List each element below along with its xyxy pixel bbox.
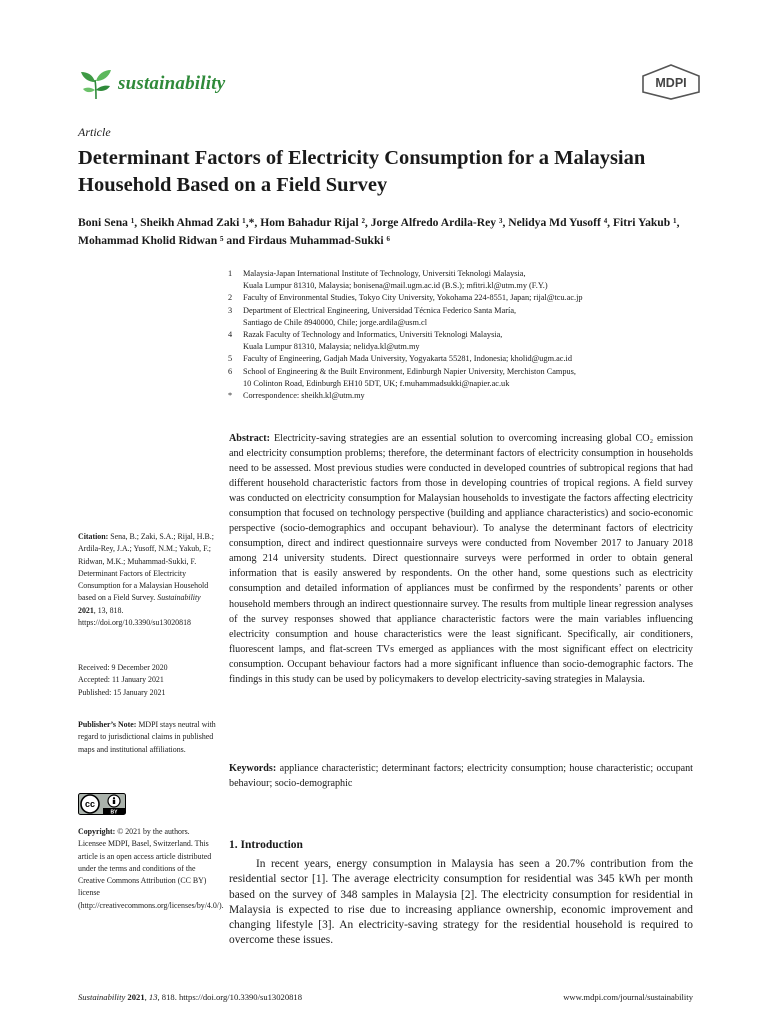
footer-citation: Sustainability 2021, 13, 818. https://doi.org/10.3390/su13020818 [78,992,303,1002]
footer-journal: Sustainability [78,992,126,1002]
article-title: Determinant Factors of Electricity Consumption for a Malaysian Household Based on a Field Survey [78,147,646,196]
citation-year: 2021 [78,605,94,615]
affiliation-mark: * [228,391,233,401]
footer-volume: 13 [148,992,158,1002]
affiliation-item [228,268,698,292]
section-heading: 1. Introduction [229,839,303,851]
citation-block [78,531,218,629]
publisher-note-text: MDPI stays neutral with regard to jurisdictional claims in published maps and institutional affiliations. [78,720,216,754]
copyright-block [78,826,224,912]
published-date: Published: 15 January 2021 [78,687,166,697]
keywords-text: appliance characteristic; determinant factors; electricity consumption; house characteristic; occupant behaviour; socio-demographic [229,763,693,790]
dates-block [78,662,218,699]
introduction-paragraph: In recent years, energy consumption in Malaysia has seen a 20.7% contribution from the residential sector [1]. The average electricity consumption for residential was 345 kWh per month based on the survey of 348 samples in Malaysia [2]. The electricity consumption for residential in Malaysia is expected to rise due to increasing appliance ownership, economic improvement and changing lifestyle [3]. An electricity-saving strategy for the residential household is required to overcome these issues. [229,858,693,947]
affiliation-list [228,268,698,402]
article-type: Article [78,125,111,139]
affiliation-item [228,329,698,353]
mdpi-logo-text: MDPI [655,76,687,90]
cc-by-license-icon[interactable] [78,793,126,815]
affiliation-line: Kuala Lumpur 81310, Malaysia; bonisena@mail.ugm.ac.id (B.S.); mfitri.kl@utm.my (F.Y.) [243,281,548,291]
affiliation-mark: 5 [228,354,233,364]
journal-name: sustainability [118,73,226,94]
affiliation-mark: 3 [228,305,233,315]
affiliation-line: Malaysia-Japan International Institute of Technology, Universiti Teknologi Malaysia, [243,269,526,278]
citation-details: , 13, 818. https://doi.org/10.3390/su13020818 [78,605,191,628]
affiliation-mark: 2 [228,293,233,303]
abstract-label: Abstract: [229,433,271,444]
author-list: Boni Sena ¹, Sheikh Ahmad Zaki ¹,*, Hom Bahadur Rijal ², Jorge Alfredo Ardila-Rey ³, Nelidya Md Yusoff ⁴, Fitri Yakub ¹, Mohammad Kholid Ridwan ⁵ and Firdaus Muhammad-Sukki ⁶ [78,216,680,247]
accepted-date: Accepted: 11 January 2021 [78,675,164,685]
affiliation-line: School of Engineering & the Built Environment, Edinburgh Napier University, Merchiston Campus, [243,366,576,376]
journal-header [78,64,225,104]
affiliation-line: Faculty of Engineering, Gadjah Mada University, Yogyakarta 55281, Indonesia; kholid@ugm.ac.id [243,354,573,364]
license-badge-text: BY [110,809,118,815]
footer-journal-url[interactable]: www.mdpi.com/journal/sustainability [563,992,693,1002]
affiliation-line: Department of Electrical Engineering, Universidad Técnica Federico Santa María, [243,305,517,315]
abstract [229,431,693,687]
footer-doi: , 818. https://doi.org/10.3390/su13020818 [157,992,303,1002]
affiliation-mark: 6 [228,366,233,376]
leaf-sprout-icon [78,66,114,102]
keywords [229,761,693,791]
affiliation-line: Kuala Lumpur 81310, Malaysia; nelidya.kl@utm.my [243,342,420,352]
citation-label: Citation: [78,532,109,541]
received-date: Received: 9 December 2020 [78,663,168,672]
publisher-note-label: Publisher’s Note: [78,720,137,729]
keywords-label: Keywords: [229,763,277,774]
citation-journal: Sustainability [157,593,201,603]
citation-text: Sena, B.; Zaki, S.A.; Rijal, H.B.; Ardila-Rey, J.A.; Yusoff, N.M.; Yakub, F.; Ridwan, M.K.; Muhammad-Sukki, F. Determinant Factors of Electricity Consumption for a Malaysian Household based on a Field Survey. [78,532,214,603]
affiliation-line: Santiago de Chile 8940000, Chile; jorge.ardila@usm.cl [243,317,427,327]
affiliation-line: Razak Faculty of Technology and Informatics, Universiti Teknologi Malaysia, [243,330,503,340]
affiliation-item [228,353,698,365]
copyright-label: Copyright: [78,827,116,836]
publisher-note [78,719,218,756]
affiliation-item [228,305,698,329]
copyright-text: © 2021 by the authors. Licensee MDPI, Basel, Switzerland. This article is an open access article distributed under the terms and conditions of the Creative Commons Attribution (CC BY) license (http://creativecommons.org/licenses/by/4.0/). [78,827,224,910]
affiliation-mark: 4 [228,330,233,340]
footer-year: 2021 [127,992,145,1002]
mdpi-logo [640,64,702,100]
affiliation-mark: 1 [228,269,233,278]
affiliation-item [228,292,698,304]
affiliation-line: Correspondence: sheikh.kl@utm.my [243,391,365,401]
svg-text:cc: cc [84,799,96,810]
affiliation-line: 10 Colinton Road, Edinburgh EH10 5DT, UK; f.muhammadsukki@napier.ac.uk [243,378,510,388]
affiliation-item [228,366,698,390]
abstract-text: Electricity-saving strategies are an essential solution to overcoming increasing global CO₂ emission and electricity consumption problems; therefore, the determinant factors of electricity consumption in households need to be assessed. Most previous studies were conducted in developed countries of subtropical regions that had different household characteristic factors from those in developing countries of tropical regions. A field survey was conducted on electricity consumption for Malaysian households to investigate the factors affecting electricity consumption that focused on technology perspective (building and appliance characteristics) and socio-economic perspective (socio-demographics and occupant behaviour). To analyse the determinant factors of electricity consumption, direct and indirect questionnaire surveys were conducted from November 2017 to January 2018 among 214 university students. Direct questionnaire surveys were performed in order to obtain general information that is easily answered by respondents. On the other hand, some questions such as electricity consumption and detailed information of appliances must be confirmed by the respondents’ parents or other household members through an indirect questionnaire survey. The results from multiple linear regression analyses of the survey responses showed that appliance characteristic factors were the main variables influencing electricity consumption and house characteristics were the least significant. Specifically, air conditioners, fluorescent lamps, and flat-screen TVs emerged as appliances with the most significant effect on electricity consumption. Occupant behaviour factors had a more significant influence than socio-demographic factors. The findings in this study can be used by policymakers to develop electricity-saving strategies in Malaysia. [229,433,694,685]
affiliation-item [228,390,698,402]
affiliation-line: Faculty of Environmental Studies, Tokyo City University, Yokohama 224-8551, Japan; rijal@tcu.ac.jp [243,293,583,303]
